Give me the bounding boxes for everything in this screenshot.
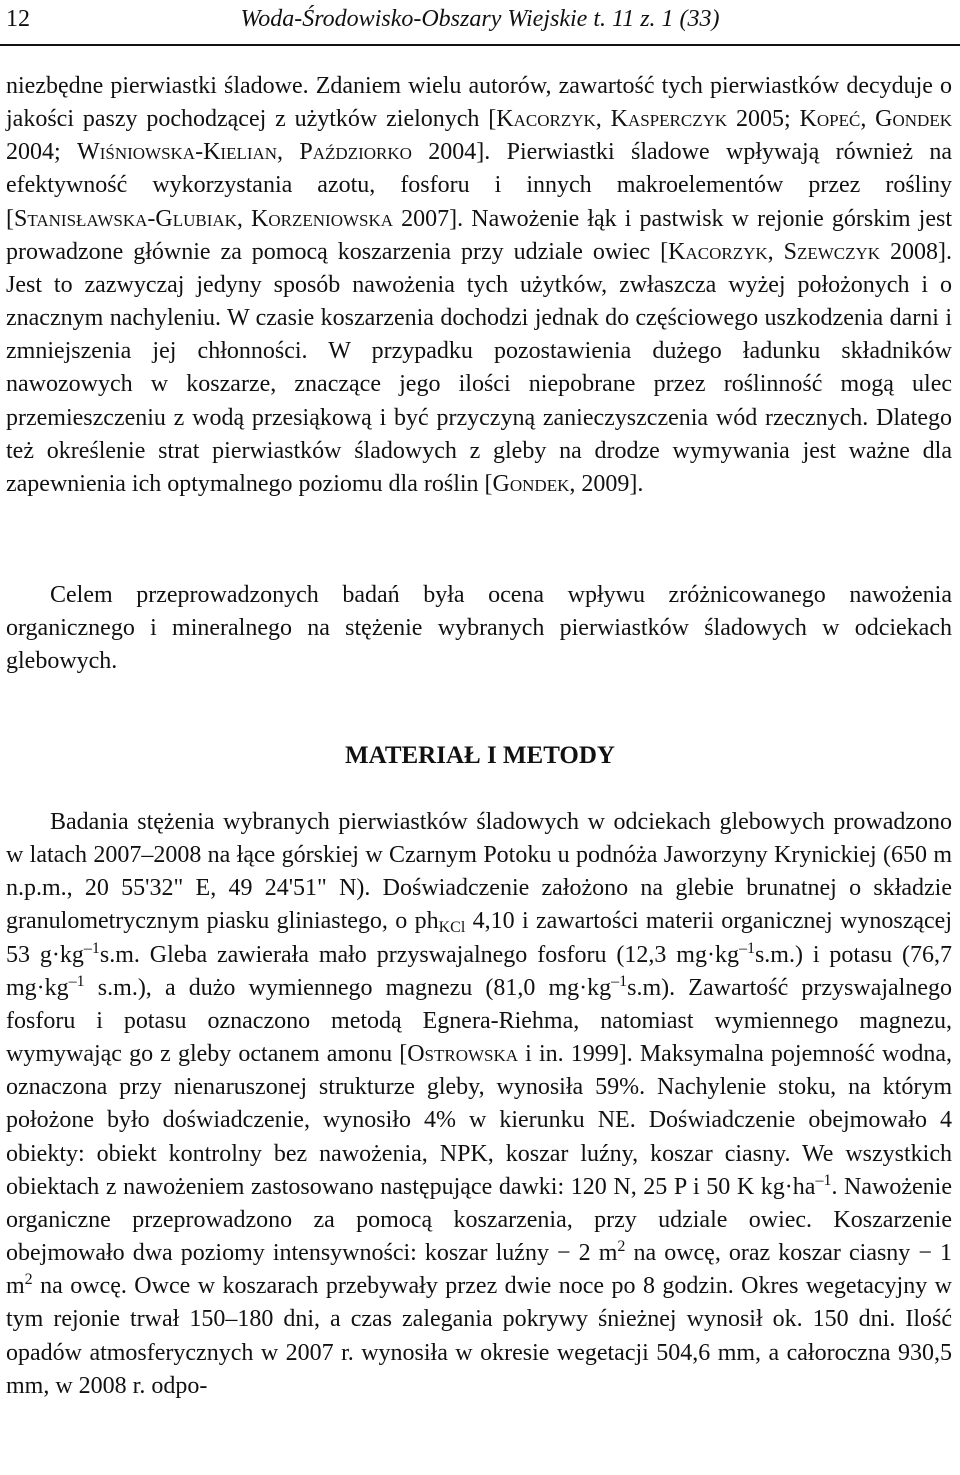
citation: Wiśniowska-Kielian, Paździorko bbox=[77, 139, 412, 166]
citation: Kopeć bbox=[799, 106, 861, 133]
page-number: 12 bbox=[6, 6, 30, 32]
citation: Gondek bbox=[492, 470, 570, 497]
header-rule bbox=[0, 44, 960, 46]
journal-title: Woda-Środowisko-Obszary Wiejskie t. 11 z. 1 (33) bbox=[240, 6, 720, 32]
running-header bbox=[0, 2, 960, 42]
aim-paragraph: Celem przeprowadzonych badań była ocena wpływu zróżnicowanego nawożenia organicznego i mineralnego na stężenie wybranych pierwiastków śladowych w odciekach glebowych. bbox=[6, 582, 952, 675]
citation: Kacorzyk, Kasperczyk bbox=[496, 106, 728, 133]
citation: Stanisławska-Glubiak, Korzeniowska bbox=[14, 205, 394, 232]
citation: Gondek bbox=[875, 106, 952, 133]
methods-paragraph: Badania stężenia wybranych pierwiastków śladowych w odciekach glebowych prowadzono w latach 2007–2008 na łące górskiej w Czarnym Potoku u podnóża Jaworzyny Krynickiej (650 m n.p.m., 20 55'32" E, 49 24'51" N). Doświadczenie założono na glebie brunatnej o składzie granulometrycznym piasku gliniastego, o $ph_{KCl}$ 4,10 i zawartości materii organicznej wynoszącej 53 $g\cdot kg^{-1}s.m$. Gleba zawierała mało przyswajalnego fosforu (12,3 $mg\cdot kg^{-1}s.m$.) i potasu (76,7 $mg\cdot kg^{-1}$ s.m.), a dużo wymiennego magnezu (81,0 $mg\cdot kg^{-1}s.m$). Zawartość przyswajalnego fosforu i potasu oznaczono metodą Egnera-Riehma, natomiast wymiennego magnezu, wymywając go z gleby octanem amonu [Ostrowska i in. 1999]. Maksymalna pojemność wodna, oznaczona przy nienaruszonej strukturze gleby, wynosiła 59%. Nachylenie stoku, na którym położone było doświadczenie, wynosiło 4% w kierunku NE. Doświadczenie obejmowało 4 obiekty: obiekt kontrolny bez nawożenia, NPK, koszar luźny, koszar ciasny. We wszystkich obiektach z nawożeniem zastosowano następujące dawki: 120 N, 25 P i 50 K $kg\cdot ha^{-1}$. Nawożenie organiczne przeprowadzono za pomocą koszarzenia, przy udziale owiec. Koszarzenie obejmowało dwa poziomy intensywności: koszar luźny − 2 $m^2$ na owcę, oraz koszar ciasny − 1 $m^2$ na owcę. Owce w koszarach przebywały przez dwie noce po 8 godzin. Okres wegetacyjny w tym rejonie trwał 150–180 dni, a czas zalegania pokrywy śnieżnej wynosił ok. 150 dni. Ilość opadów atmosferycznych w 2007 r. wynosiła w okresie wegetacji 504,6 mm, a całoroczna 930,5 mm, w 2008 r. odpo- bbox=[6, 809, 953, 1399]
section-heading: MATERIAŁ I METODY bbox=[345, 742, 615, 769]
intro-paragraph: niezbędne pierwiastki śladowe. Zdaniem wielu autorów, zawartość tych pierwiastków decyduje o jakości paszy pochodzącej z użytków zielonych [Kacorzyk, Kasperczyk 2005; Kopeć, Gondek 2004; Wiśniowska-Kielian, Paździorko 2004]. Pierwiastki śladowe wpływają również na efektywność wykorzystania azotu, fosforu i innych makroelementów przez rośliny [Stanisławska-Glubiak, Korzeniowska 2007]. Nawożenie łąk i pastwisk w rejonie górskim jest prowadzone głównie za pomocą koszarzenia przy udziale owiec [Kacorzyk, Szewczyk 2008]. Jest to zazwyczaj jedyny sposób nawożenia tych użytków, zwłaszcza wyżej położonych i o znacznym nachyleniu. W czasie koszarzenia dochodzi jednak do częściowego uszkodzenia darni i zmniejszenia jej chłonności. W przypadku pozostawienia dużego ładunku składników nawozowych w koszarze, znaczące jego ilości niepobrane przez roślinność mogą ulec przemieszczeniu z wodą przesiąkową i być przyczyną zanieczyszczenia wód rzecznych. Dlatego też określenie strat pierwiastków śladowych z gleby na drodze wymywania jest ważne dla zapewnienia ich optymalnego poziomu dla roślin [Gondek, 2009]. bbox=[6, 73, 953, 497]
citation: Ostrowska bbox=[407, 1041, 519, 1068]
citation: Kacorzyk, Szewczyk bbox=[668, 238, 881, 265]
